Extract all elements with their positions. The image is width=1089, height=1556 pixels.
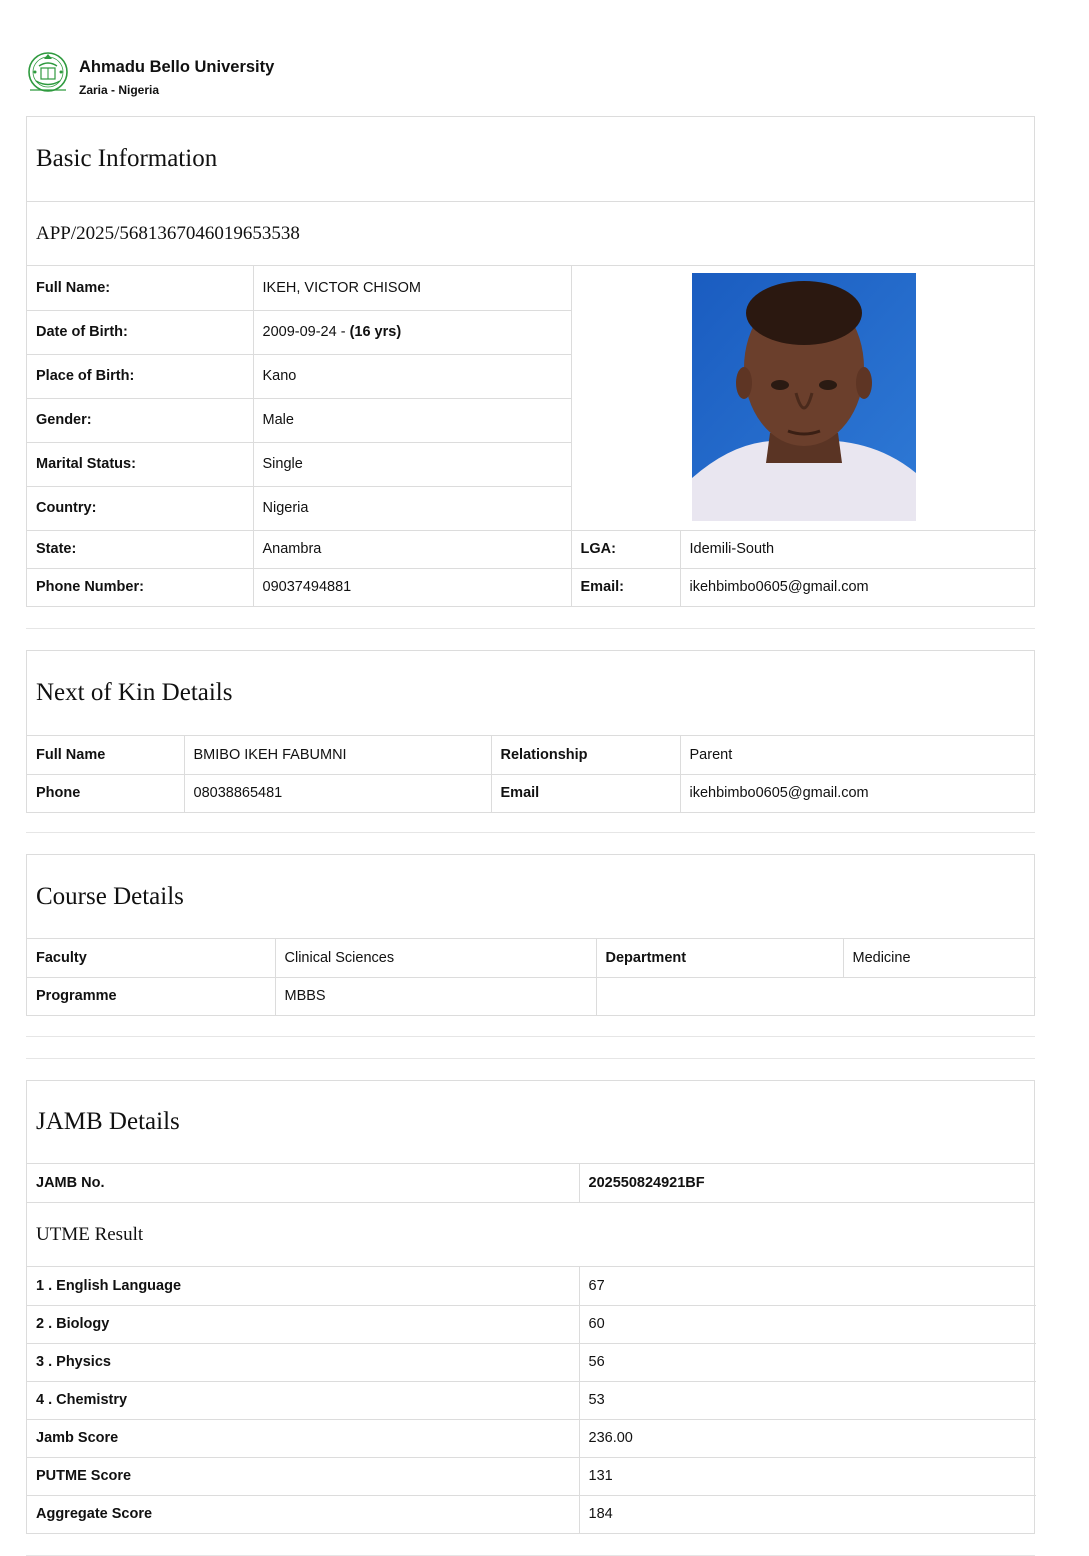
state-label: State: — [27, 530, 253, 568]
university-name: Ahmadu Bello University — [79, 58, 275, 76]
email-label: Email: — [571, 568, 680, 606]
subject-label: 3 . Physics — [27, 1343, 579, 1381]
subject-label: 2 . Biology — [27, 1305, 579, 1343]
course-details-table — [27, 939, 1036, 1015]
dob-value — [253, 310, 571, 354]
subject-label: 1 . English Language — [27, 1267, 579, 1305]
basic-information-title: Basic Information — [27, 117, 1034, 202]
country-value: Nigeria — [253, 486, 571, 530]
section-divider — [26, 1036, 1035, 1037]
department-value: Medicine — [843, 939, 1036, 977]
applicant-passport-photo — [692, 273, 916, 521]
faculty-value: Clinical Sciences — [275, 939, 596, 977]
university-location: Zaria - Nigeria — [79, 83, 160, 97]
utme-result-table — [27, 1267, 1036, 1533]
section-divider — [26, 628, 1035, 629]
kin-phone-value: 08038865481 — [184, 774, 491, 812]
marital-status-label: Marital Status: — [27, 442, 253, 486]
course-details-title: Course Details — [27, 855, 1034, 939]
application-number: APP/2025/5681367046019653538 — [27, 202, 1034, 266]
gender-label: Gender: — [27, 398, 253, 442]
full-name-value: IKEH, VICTOR CHISOM — [253, 266, 571, 310]
jamb-no-label: JAMB No. — [27, 1164, 579, 1202]
kin-email-value: ikehbimbo0605@gmail.com — [680, 774, 1036, 812]
jamb-details-card — [26, 1080, 1035, 1534]
phone-label: Phone Number: — [27, 568, 253, 606]
jamb-score-value: 236.00 — [579, 1419, 1036, 1457]
country-label: Country: — [27, 486, 253, 530]
next-of-kin-title: Next of Kin Details — [27, 651, 1034, 736]
programme-label: Programme — [27, 977, 275, 1015]
faculty-label: Faculty — [27, 939, 275, 977]
kin-relationship-value: Parent — [680, 736, 1036, 774]
phone-value: 09037494881 — [253, 568, 571, 606]
aggregate-score-label: Aggregate Score — [27, 1495, 579, 1533]
subject-score: 60 — [579, 1305, 1036, 1343]
state-value: Anambra — [253, 530, 571, 568]
jamb-no-value: 202550824921BF — [579, 1164, 1036, 1202]
university-crest-icon — [26, 50, 70, 94]
subject-score: 56 — [579, 1343, 1036, 1381]
pob-label: Place of Birth: — [27, 354, 253, 398]
photo-cell — [571, 266, 1036, 530]
email-value: ikehbimbo0605@gmail.com — [680, 568, 1036, 606]
next-of-kin-card — [26, 650, 1035, 813]
course-details-card — [26, 854, 1035, 1016]
subject-label: 4 . Chemistry — [27, 1381, 579, 1419]
page-header — [26, 50, 426, 100]
kin-relationship-label: Relationship — [491, 736, 680, 774]
lga-label: LGA: — [571, 530, 680, 568]
jamb-score-label: Jamb Score — [27, 1419, 579, 1457]
section-divider — [26, 832, 1035, 833]
programme-value: MBBS — [275, 977, 596, 1015]
jamb-no-table — [27, 1164, 1036, 1202]
aggregate-score-value: 184 — [579, 1495, 1036, 1533]
lga-value: Idemili-South — [680, 530, 1036, 568]
putme-score-value: 131 — [579, 1457, 1036, 1495]
kin-email-label: Email — [491, 774, 680, 812]
full-name-label: Full Name: — [27, 266, 253, 310]
basic-info-table — [27, 266, 1036, 606]
utme-result-title: UTME Result — [27, 1202, 1034, 1267]
subject-score: 53 — [579, 1381, 1036, 1419]
subject-score: 67 — [579, 1267, 1036, 1305]
putme-score-label: PUTME Score — [27, 1457, 579, 1495]
dob-label: Date of Birth: — [27, 310, 253, 354]
dob-age: (16 yrs) — [349, 324, 402, 340]
department-label: Department — [596, 939, 843, 977]
marital-status-value: Single — [253, 442, 571, 486]
dob-date: 2009-09-24 - — [262, 324, 350, 340]
kin-name-label: Full Name — [27, 736, 184, 774]
kin-name-value: BMIBO IKEH FABUMNI — [184, 736, 491, 774]
section-divider — [26, 1058, 1035, 1059]
next-of-kin-table — [27, 736, 1036, 812]
kin-phone-label: Phone — [27, 774, 184, 812]
jamb-details-title: JAMB Details — [27, 1081, 1034, 1164]
gender-value: Male — [253, 398, 571, 442]
basic-information-card — [26, 116, 1035, 607]
empty-cell — [596, 977, 1036, 1015]
pob-value: Kano — [253, 354, 571, 398]
